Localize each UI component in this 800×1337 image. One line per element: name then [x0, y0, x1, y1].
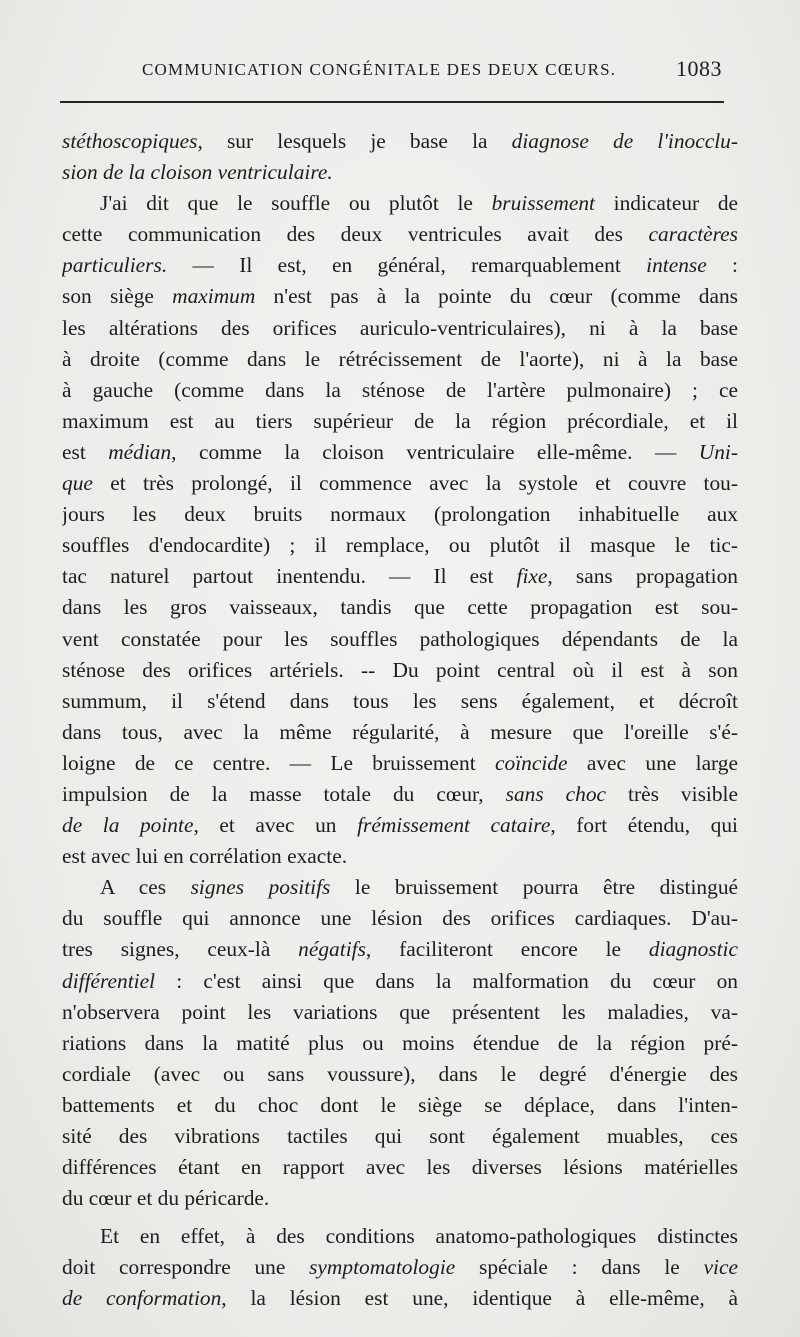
- text-line: [62, 1252, 738, 1283]
- text-segment: :: [706, 253, 738, 278]
- text-line: [62, 592, 738, 623]
- text-segment: son siège: [62, 284, 173, 309]
- running-title: COMMUNICATION CONGÉNITALE DES DEUX CŒURS.: [142, 60, 617, 79]
- italic-text: sans choc: [505, 781, 607, 806]
- text-segment: cette communication des deux ventricules avait des: [62, 222, 649, 247]
- italic-text: caractères: [648, 222, 738, 247]
- text-segment: J'ai dit que le souffle ou plutôt le: [100, 191, 492, 216]
- text-line: [62, 188, 738, 219]
- text-segment: n'est pas à la pointe du cœur (comme dans: [255, 284, 738, 309]
- text-line: [62, 561, 738, 592]
- text-line: [62, 1283, 738, 1314]
- text-line: [62, 375, 738, 406]
- italic-text: particuliers.: [62, 253, 168, 278]
- text-segment: et très prolongé, il commence avec la systole et couvre tou-: [92, 471, 738, 496]
- text-segment: , et avec un: [193, 813, 358, 838]
- text-segment: tac naturel partout inentendu. — Il est: [62, 564, 517, 589]
- italic-text: signes positifs: [190, 875, 331, 900]
- text-segment: à droite (comme dans le rétrécissement de l'aorte), ni à la base: [62, 346, 738, 371]
- text-line: [62, 437, 738, 468]
- text-segment: très visible: [606, 781, 738, 806]
- italic-text: médian: [108, 439, 172, 464]
- text-segment: n'observera point les variations que présentent les maladies, va-: [62, 999, 738, 1024]
- text-line: [62, 841, 738, 872]
- italic-text: diagnose de l'inocclu-: [511, 129, 738, 153]
- text-segment: tres signes, ceux-là: [62, 937, 299, 962]
- italic-text: frémissement cataire: [357, 813, 551, 838]
- text-line: [62, 624, 738, 655]
- text-segment: , sur lesquels je base la: [197, 129, 512, 153]
- text-line: [62, 281, 738, 312]
- text-segment: sténose des orifices artériels. -- Du point central où il est à son: [62, 657, 738, 682]
- text-line: [62, 1183, 738, 1214]
- italic-text: négatifs: [298, 937, 366, 962]
- text-line: [62, 903, 738, 934]
- text-line: [62, 779, 738, 810]
- text-segment: , comme la cloison ventriculaire elle-même. —: [171, 439, 699, 464]
- text-segment: Et en effet, à des conditions anatomo-pathologiques distinctes: [100, 1224, 738, 1249]
- text-segment: battements et du choc dont le siège se déplace, dans l'inten-: [62, 1092, 738, 1117]
- text-segment: sité des vibrations tactiles qui sont également muables, ces: [62, 1124, 738, 1148]
- text-segment: cordiale (avec ou sans voussure), dans le degré d'énergie des: [62, 1061, 738, 1086]
- text-line: [62, 966, 738, 997]
- text-line: [62, 219, 738, 250]
- text-segment: à gauche (comme dans la sténose de l'artère pulmonaire) ; ce: [62, 377, 738, 402]
- text-segment: summum, il s'étend dans tous les sens également, et décroît: [62, 688, 738, 713]
- text-line: [62, 717, 738, 748]
- text-line: [62, 872, 738, 903]
- text-segment: dans tous, avec la même régularité, à mesure que l'oreille s'é-: [62, 719, 738, 744]
- text-segment: souffles d'endocardite) ; il remplace, ou plutôt il masque le tic-: [62, 533, 738, 558]
- text-segment: jours les deux bruits normaux (prolongation inhabituelle aux: [62, 502, 738, 527]
- text-segment: est avec lui en corrélation exacte.: [62, 844, 348, 869]
- text-line: [62, 1152, 738, 1183]
- text-segment: vent constatée pour les souffles pathologiques dépendants de la: [62, 626, 738, 651]
- text-line: [62, 499, 738, 530]
- text-segment: impulsion de la masse totale du cœur,: [62, 781, 506, 806]
- text-segment: doit correspondre une: [62, 1255, 310, 1280]
- italic-text: que: [62, 471, 93, 496]
- page-header: [142, 56, 730, 86]
- text-line: [62, 1028, 738, 1059]
- text-line: [62, 250, 738, 281]
- text-line: [62, 344, 738, 375]
- text-line: [62, 126, 738, 157]
- italic-text: fixe: [516, 564, 548, 589]
- text-line: [62, 810, 738, 841]
- text-segment: , sans propagation: [547, 564, 738, 589]
- text-segment: dans les gros vaisseaux, tandis que cette propagation est sou-: [62, 595, 738, 620]
- italic-text: intense: [646, 253, 707, 278]
- text-line: [62, 655, 738, 686]
- italic-text: coïncide: [495, 750, 568, 775]
- text-segment: avec une large: [567, 750, 738, 775]
- text-segment: les altérations des orifices auriculo-ventriculaires), ni à la base: [62, 315, 738, 340]
- text-line: [62, 1090, 738, 1121]
- italic-text: diagnostic: [648, 937, 738, 962]
- text-segment: — Il est, en général, remarquablement: [167, 253, 647, 278]
- text-segment: loigne de ce centre. — Le bruissement: [62, 750, 496, 775]
- text-line: [62, 157, 738, 188]
- text-line: [62, 313, 738, 344]
- text-segment: , fort étendu, qui: [550, 813, 738, 838]
- italic-text: différentiel: [62, 968, 156, 993]
- text-line: [62, 468, 738, 499]
- text-line: [62, 1121, 738, 1152]
- italic-text: de la pointe: [62, 813, 194, 838]
- text-segment: différences étant en rapport avec les diverses lésions matérielles: [62, 1155, 738, 1180]
- italic-text: bruissement: [491, 191, 595, 216]
- text-segment: : c'est ainsi que dans la malformation du cœur on: [155, 968, 738, 993]
- italic-text: Uni-: [698, 439, 738, 464]
- text-line: [62, 406, 738, 437]
- header-rule: [60, 101, 724, 103]
- italic-text: vice: [703, 1255, 738, 1280]
- italic-text: sion de la cloison ventriculaire.: [62, 160, 333, 185]
- text-line: [62, 748, 738, 779]
- text-segment: est: [62, 439, 109, 464]
- text-segment: maximum est au tiers supérieur de la région précordiale, et il: [62, 408, 738, 433]
- text-segment: du souffle qui annonce une lésion des orifices cardiaques. D'au-: [62, 906, 738, 931]
- text-line: [62, 1059, 738, 1090]
- text-line: [62, 530, 738, 561]
- italic-text: symptomatologie: [309, 1255, 456, 1280]
- text-segment: du cœur et du péricarde.: [62, 1186, 270, 1211]
- italic-text: de conformation: [62, 1286, 222, 1311]
- text-line: [62, 934, 738, 965]
- text-segment: , faciliteront encore le: [365, 937, 649, 962]
- text-segment: le bruissement pourra être distingué: [330, 875, 738, 900]
- text-segment: indicateur de: [594, 191, 738, 216]
- text-line: [62, 1221, 738, 1252]
- body-text: [62, 126, 738, 1315]
- text-segment: spéciale : dans le: [455, 1255, 704, 1280]
- italic-text: maximum: [172, 284, 256, 309]
- text-segment: , la lésion est une, identique à elle-même, à: [221, 1286, 738, 1311]
- italic-text: stéthoscopiques: [62, 129, 198, 153]
- page-number: 1083: [676, 56, 722, 81]
- text-segment: riations dans la matité plus ou moins étendue de la région pré-: [62, 1030, 738, 1055]
- text-line: [62, 997, 738, 1028]
- text-segment: A ces: [100, 875, 191, 900]
- text-line: [62, 686, 738, 717]
